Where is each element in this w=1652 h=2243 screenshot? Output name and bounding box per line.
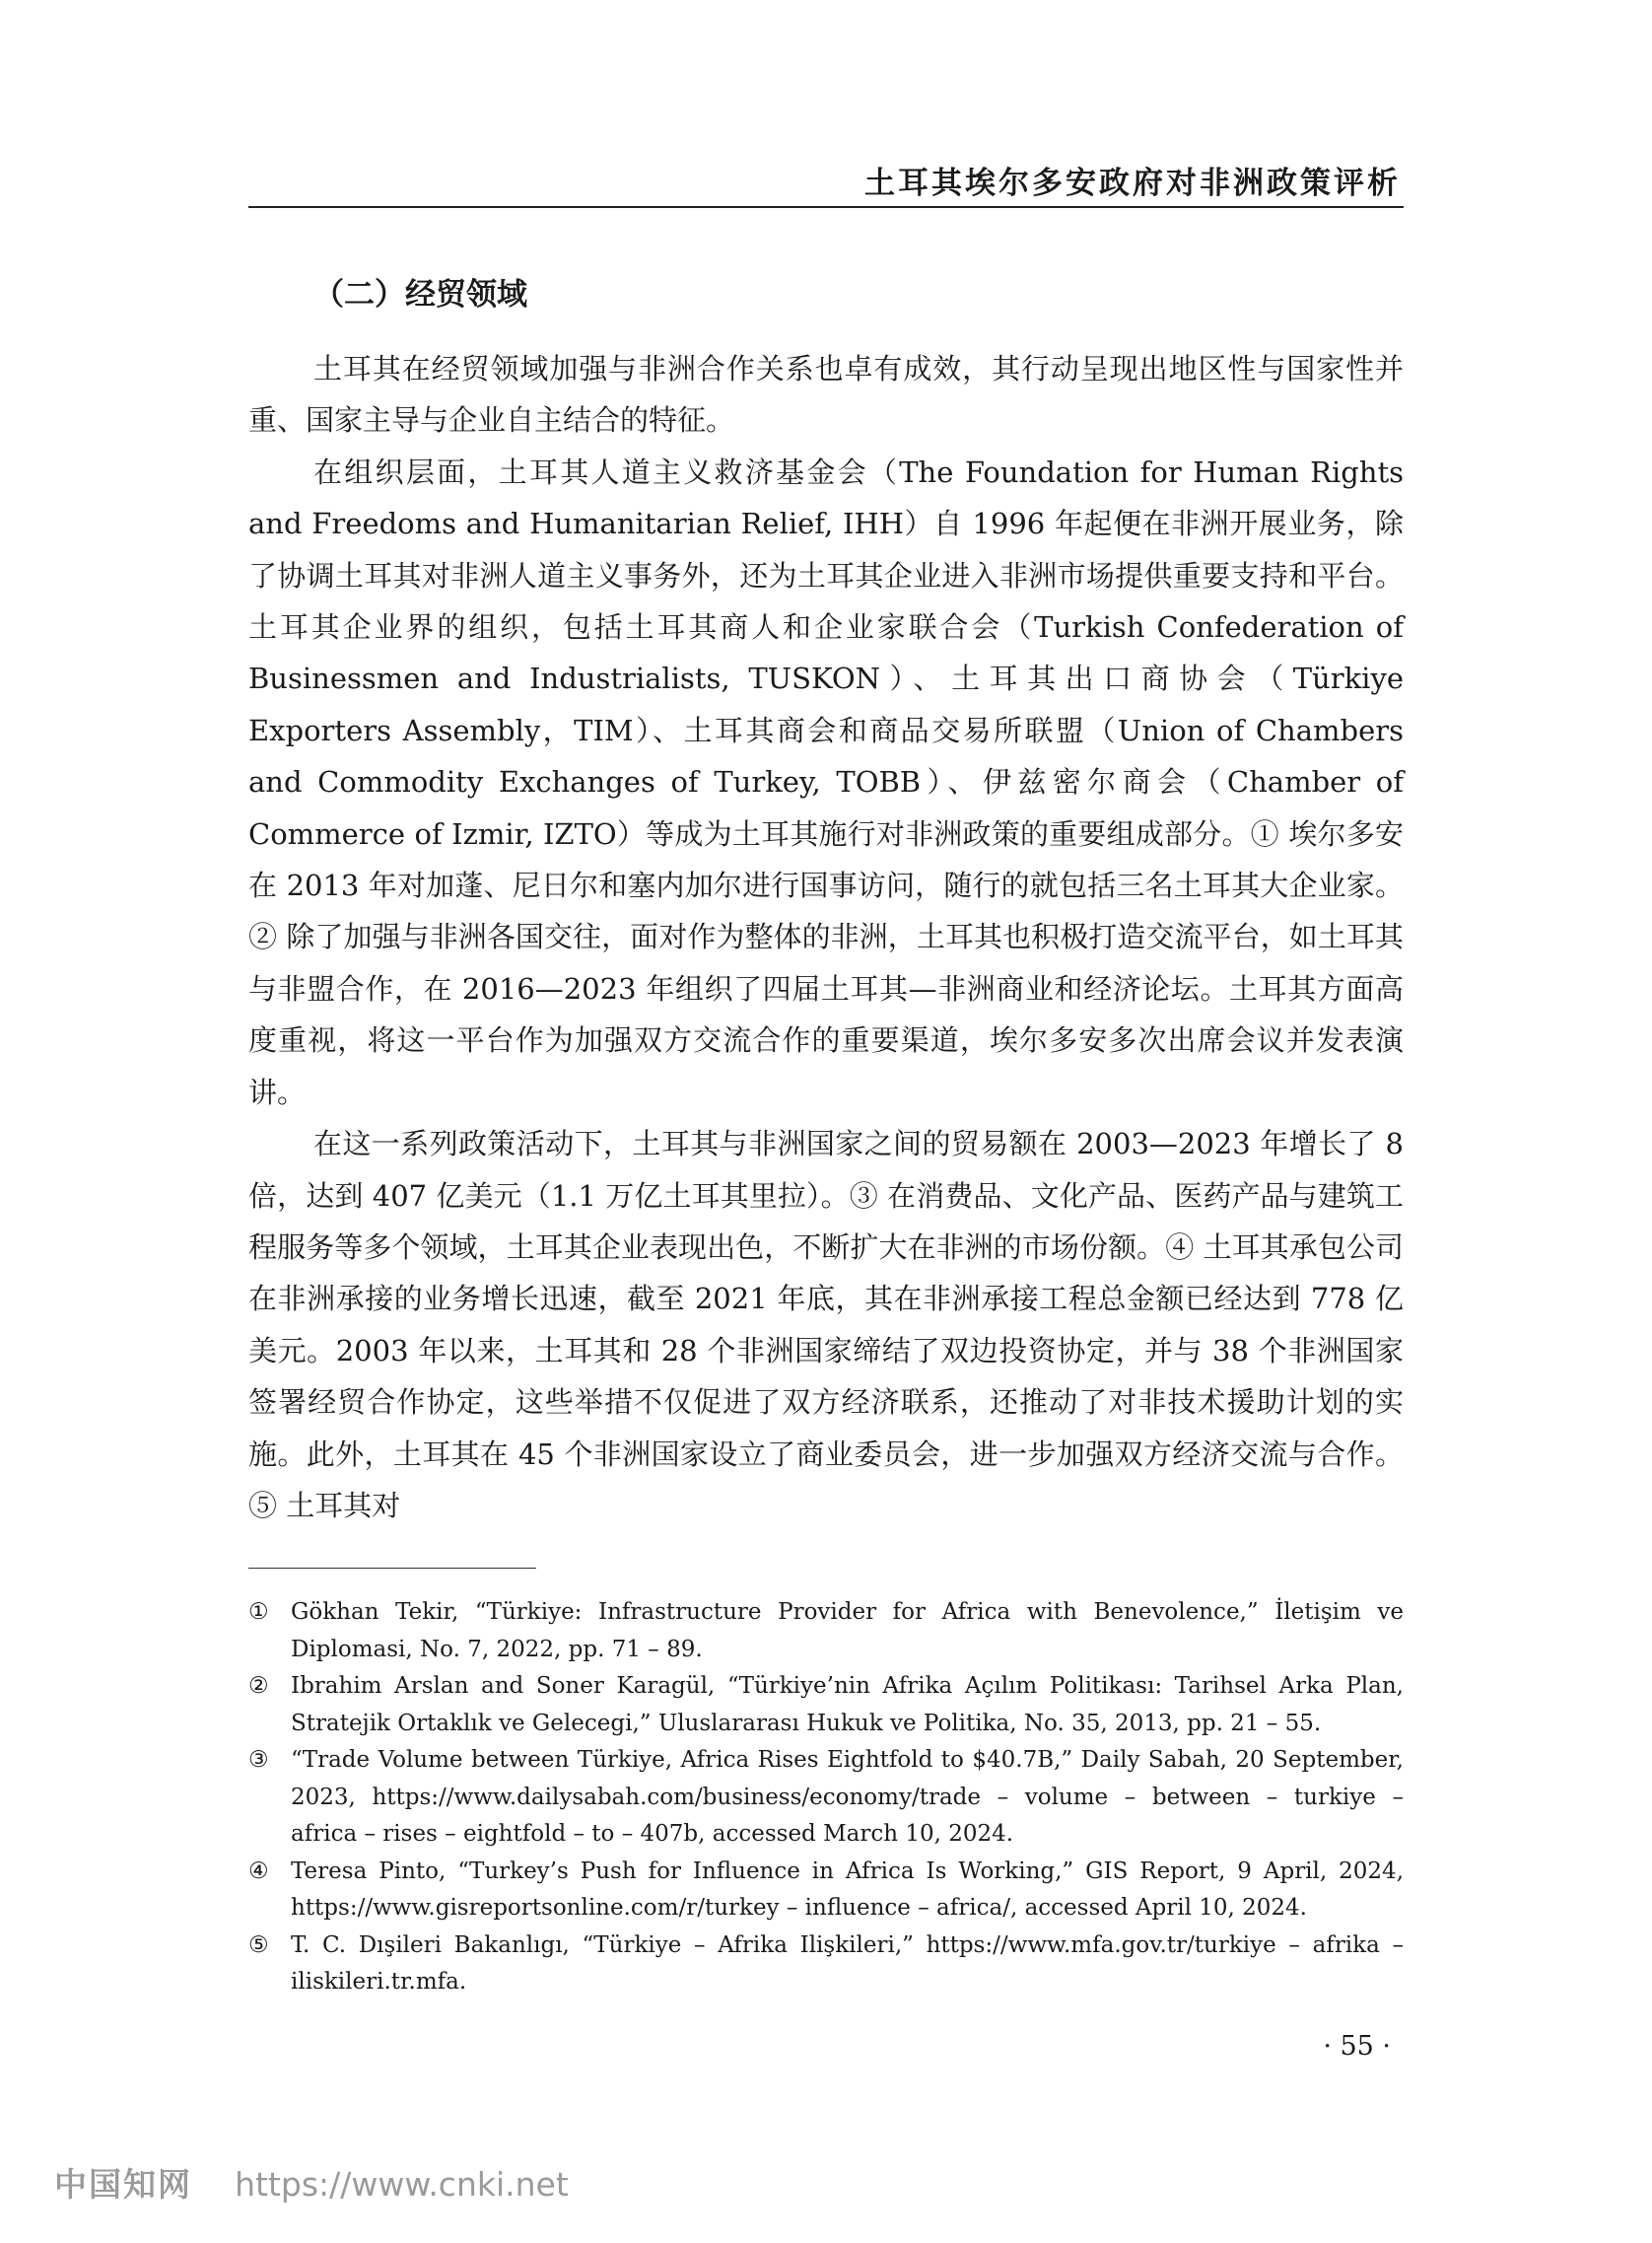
footnote-number: ② [248, 1673, 269, 1699]
footnote-text: “Trade Volume between Türkiye, Africa Rises Eightfold to $40.7B,” Daily Sabah, 20 September, 2023, https://www.dailysabah.com/business/economy/trade – volume – between – turkiye – africa – rises – eightfold – to – 407b, accessed March 10, 2024. [291, 1747, 1404, 1847]
footnote [248, 1742, 1404, 1854]
footnote [248, 1928, 1404, 2001]
section-heading: （二）经贸领域 [313, 277, 527, 313]
footnote-text: Gökhan Tekir, “Türkiye: Infrastructure Provider for Africa with Benevolence,” İletişim ve Diplomasi, No. 7, 2022, pp. 71 – 89. [291, 1599, 1404, 1662]
footnote-text: Teresa Pinto, “Turkey’s Push for Influence in Africa Is Working,” GIS Report, 9 April, 2024, https://www.gisreportsonline.com/r/turkey – influence – africa/, accessed April 10, 2024. [291, 1857, 1404, 1921]
watermark [54, 2159, 569, 2206]
watermark-url[interactable]: https://www.cnki.net [235, 2165, 569, 2204]
footnote-number: ⑤ [248, 1931, 269, 1958]
header-rule [248, 206, 1404, 208]
paragraph-2: 在组织层面，土耳其人道主义救济基金会（The Foundation for Human Rights and Freedoms and Humanitarian Relief, IHH）自 1996 年起便在非洲开展业务，除了协调土耳其对非洲人道主义事务外，还为土耳其企业进入非洲市场提供重要支持和平台。土耳其企业界的组织，包括土耳其商人和企业家联合会（Turkish Confederation of Businessmen and Industrialists, TUSKON）、土耳其出口商协会（Türkiye Exporters Assembly，TIM）、土耳其商会和商品交易所联盟（Union of Chambers and Commodity Exchanges of Turkey, TOBB）、伊兹密尔商会（Chamber of Commerce of Izmir, IZTO）等成为土耳其施行对非洲政策的重要组成部分。① 埃尔多安在 2013 年对加蓬、尼日尔和塞内加尔进行国事访问，随行的就包括三名土耳其大企业家。② 除了加强与非洲各国交往，面对作为整体的非洲，土耳其也积极打造交流平台，如土耳其与非盟合作，在 2016—2023 年组织了四届土耳其—非洲商业和经济论坛。土耳其方面高度重视，将这一平台作为加强双方交流合作的重要渠道，埃尔多安多次出席会议并发表演讲。 [248, 455, 1404, 1109]
footnote [248, 1854, 1404, 1928]
paragraph-3: 在这一系列政策活动下，土耳其与非洲国家之间的贸易额在 2003—2023 年增长了 8 倍，达到 407 亿美元（1.1 万亿土耳其里拉）。③ 在消费品、文化产品、医药产品与建筑工程服务等多个领域，土耳其企业表现出色，不断扩大在非洲的市场份额。④ 土耳其承包公司在非洲承接的业务增长迅速，截至 2021 年底，其在非洲承接工程总金额已经达到 778 亿美元。2003 年以来，土耳其和 28 个非洲国家缔结了双边投资协定，并与 38 个非洲国家签署经贸合作协定，这些举措不仅促进了双方经济联系，还推动了对非技术援助计划的实施。此外，土耳其在 45 个非洲国家设立了商业委员会，进一步加强双方经济交流与合作。⑤ 土耳其对 [248, 1127, 1404, 1522]
footnote-rule [248, 1568, 536, 1569]
footnote-number: ③ [248, 1747, 269, 1773]
footnote-number: ① [248, 1599, 269, 1625]
paragraph-1: 土耳其在经贸领域加强与非洲合作关系也卓有成效，其行动呈现出地区性与国家性并重、国家主导与企业自主结合的特征。 [248, 352, 1404, 438]
footnotes [248, 1594, 1404, 2001]
footnote-text: Ibrahim Arslan and Soner Karagül, “Türkiye’nin Afrika Açılım Politikası: Tarihsel Arka Plan, Stratejik Ortaklık ve Gelecegi,” Uluslararası Hukuk ve Politika, No. 35, 2013, pp. 21 – 55. [291, 1673, 1404, 1736]
footnote [248, 1668, 1404, 1742]
footnote [248, 1594, 1404, 1668]
watermark-site-name: 中国知网 [54, 2165, 192, 2204]
body-text [248, 343, 1404, 1531]
footnote-text: T. C. Dışileri Bakanlıgı, “Türkiye – Afrika Ilişkileri,” https://www.mfa.gov.tr/turkiye – afrika – iliskileri.tr.mfa. [291, 1931, 1404, 1995]
page-number: · 55 · [1323, 2031, 1391, 2062]
footnote-number: ④ [248, 1857, 269, 1884]
running-title: 土耳其埃尔多安政府对非洲政策评析 [864, 166, 1401, 201]
